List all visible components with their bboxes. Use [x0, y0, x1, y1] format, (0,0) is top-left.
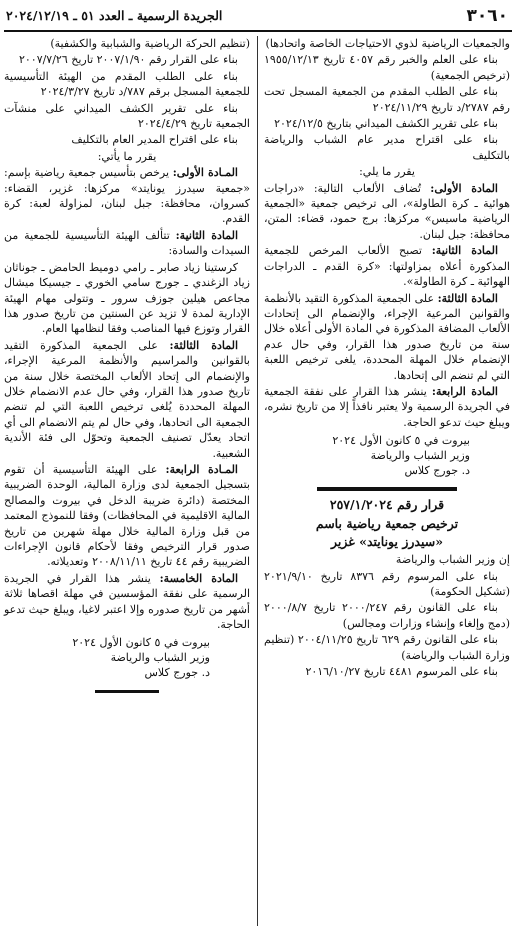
article-text: ينشر هذا القرار على نفقة الجمعية في الجريدة الرسمية ولا يعتبر نافذاً إلا من تاريخ نشره، ويبلغ حيث تدعو الحاجة.	[264, 384, 510, 429]
article-text: يرخص بتأسيس جمعية رياضية بإسم: «جمعية سيدرز يونايتد» مركزها: غزير، القضاء: كسروان، محافظة: جبل لبنان، لمزاولة لعبة: كرة القدم.	[4, 166, 250, 226]
article	[4, 338, 250, 461]
paragraph: بناء على اقتراح مدير عام الشباب والرياضة بالتكليف	[264, 133, 510, 162]
paragraph: يقرر ما يلي:	[359, 165, 415, 179]
right-column	[264, 36, 510, 680]
decree-subtitle	[264, 515, 510, 551]
article-text: تصبح الألعاب المرخص للجمعية المذكورة أعلاه بمزاولتها: «كرة القدم ـ الدراجات الهوائية ـ كرة الطاولة».	[264, 244, 510, 289]
left-signature	[4, 635, 250, 680]
article-text: كرستينا زياد صابر ـ رامي دوميط الحامض ـ جوناثان زياد الزغندي ـ جورج سامي الخوري ـ جيسيكا ميشال مجاعص هيلين جوزف سرور ـ وتتولى مهام الهيئة الإدارية لمدة لا تزيد عن السنتين من تاريخ صدور هذا القرار وتوزع فيها المناصب وفقا لنظامها العام.	[4, 260, 250, 336]
column-divider	[257, 36, 258, 926]
header-rule	[4, 30, 512, 32]
article-text: على الهيئة التأسيسية أن تقوم بتسجيل الجمعية لدى وزارة المالية، الوحدة الضريبية المختصة (دائرة ضريبة الدخل في بيروت والمصالح المالية الاقليمية في المحافظات) وفقا للنموذج المعتمد من قبل وزارة المالية خلال مهلة شهرين من تاريخ صدور قرار الترخيص وفقا لأحكام قانون الإجراءات الضريبية رقم ٤٤ تاريخ ٢٠٠٨/١١/١١ وتعديلاته.	[4, 462, 250, 569]
paragraph: والجمعيات الرياضية لذوي الاحتياجات الخاصة واتحادها)	[265, 37, 510, 50]
article	[4, 165, 250, 227]
article-text: ينشر هذا القرار في الجريدة الرسمية على نفقة المؤسسين في مهلة اقصاها ثلاثة أشهر من تاريخ صدوره وإلا اعتبر لاغيا، ويبلغ حيث تدعو الحاجة.	[4, 571, 250, 632]
article-label: المادة الثانية:	[175, 228, 239, 242]
article	[264, 384, 510, 430]
decree-subtitle-line2: «سيدرز يونايتد» غزير	[330, 534, 444, 550]
paragraph: بناء على المرسوم ٤٤٨١ تاريخ ٢٠١٦/١٠/٢٧	[305, 665, 498, 678]
left-intro	[4, 36, 250, 164]
signature-role: وزير الشباب والرياضة	[370, 449, 470, 463]
article	[4, 228, 250, 259]
paragraph: بناء على الطلب المقدم من الجمعية المسجل تحت رقم ٢٧٨٧/د تاريخ ٢٠٢٤/١١/٢٩	[264, 85, 510, 114]
left-articles	[4, 165, 250, 632]
article-label: المادة الثانية:	[431, 244, 498, 258]
article-label: المـادة الرابعة:	[165, 462, 238, 476]
right-intro	[264, 36, 510, 180]
article	[264, 291, 510, 383]
article-label: المادة الخامسة:	[159, 571, 239, 585]
section-separator	[264, 484, 510, 494]
article	[4, 571, 250, 633]
article-text: على الجمعية المذكورة التقيد بالأنظمة والقوانين المرعية الإجراء، والإنضمام الى إتحادات الألعاب المضافة المذكورة في المادة الأولى أعلاه خلال سنة من تاريخ صدور هذا القرار، وفي حال عدم الإنضمام خلال المهلة المحددة، يلغى ترخيص اللعبة التي لم تنضم الى إتحادها.	[264, 291, 510, 382]
decree-preamble	[264, 552, 510, 679]
paragraph: بناء على تقرير الكشف الميداني بتاريخ ٢٠٢٤/١٢/٥	[274, 117, 498, 131]
paragraph: بناء على الطلب المقدم من الهيئة التأسيسية للجمعية المسجل برقم ٧٨٧/د تاريخ ٢٠٢٤/٣/٢٧	[4, 69, 250, 99]
paragraph: بناء على العلم والخبر رقم ٤٠٥٧ تاريخ ١٩٥٥/١٢/١٣ (ترخيص الجمعية)	[264, 53, 510, 82]
end-separator	[4, 690, 250, 693]
paragraph: إن وزير الشباب والرياضة	[395, 553, 510, 567]
left-column	[4, 36, 250, 693]
article-label: المادة الرابعة:	[431, 384, 498, 398]
signature-date: بيروت في ٥ كانون الأول ٢٠٢٤	[72, 636, 210, 650]
article	[4, 260, 250, 337]
page-header	[0, 0, 516, 34]
article-text: على الجمعية المذكورة التقيد بالقوانين والمراسيم والأنظمة المرعية الإجراء، والإنضمام الى إتحاد الألعاب المختصة خلال سنة من تاريخ صدور هذا القرار، وفي حال عدم الانضمام خلال المهلة المحددة يُلغى ترخيص اللعبة التي لم تنضم الجمعية الى اتحادها، وفي حال لم يتم الانضمام الى أي اتحاد يعدّل تصنيف الجمعية وتحوّل الى فئة الأندية الشعبية.	[4, 338, 250, 460]
paragraph: بناء على القانون رقم ٢٠٠٠/٢٤٧ تاريخ ٢٠٠٠/٨/٧ (دمج وإلغاء وإنشاء وزارات ومجالس)	[264, 601, 510, 630]
paragraph: بناء على اقتراح المدير العام بالتكليف	[71, 133, 238, 147]
article	[264, 243, 510, 289]
article-label: المادة الأولى:	[430, 181, 498, 195]
article-text: تتألف الهيئة التأسيسية للجمعية من السيدات والسادة:	[4, 228, 250, 258]
paragraph: بناء على تقرير الكشف الميداني على منشآت الجمعية تاريخ ٢٠٢٤/٤/٢٩	[4, 101, 250, 131]
paragraph: بناء على القانون رقم ٦٢٩ تاريخ ٢٠٠٤/١١/٢٥ (تنظيم وزارة الشباب والرياضة)	[264, 633, 510, 662]
paragraph: يقرر ما يأتي:	[97, 149, 157, 163]
signature-name: د. جورج كلاس	[404, 464, 470, 478]
paragraph: بناء على المرسوم رقم ٨٣٧٦ تاريخ ٢٠٢١/٩/١٠ (تشكيل الحكومة)	[264, 569, 510, 598]
gazette-issue-title: الجريدة الرسمية ـ العدد ٥١ ـ ٢٠٢٤/١٢/١٩	[6, 8, 223, 23]
article	[264, 181, 510, 243]
article-text: تُضاف الألعاب التالية: «دراجات هوائية ـ كرة الطاولة»، الى ترخيص جمعية «الجمعية الرياضية ماسيس» مركزها: برج حمود، قضاء: المتن، محافظة: جبل لبنان.	[264, 181, 510, 241]
right-signature	[264, 433, 510, 478]
article-label: المـادة الأولى:	[172, 166, 238, 180]
signature-name: د. جورج كلاس	[144, 666, 210, 680]
paragraph: (تنظيم الحركة الرياضية والشبابية والكشفية)	[50, 37, 250, 50]
article-label: المادة الثالثة:	[169, 338, 239, 352]
signature-role: وزير الشباب والرياضة	[110, 651, 210, 665]
decree-title: قرار رقم ٢٥٧/١/٢٠٢٤	[329, 497, 445, 513]
article	[4, 462, 250, 570]
signature-date: بيروت في ٥ كانون الأول ٢٠٢٤	[332, 434, 470, 448]
page-number: ٣٠٦٠	[466, 6, 508, 26]
decree-subtitle-line1: ترخيص جمعية رياضية باسم	[315, 516, 459, 532]
right-articles	[264, 181, 510, 431]
paragraph: بناء على القرار رقم ٢٠٠٧/١/٩٠ تاريخ ٢٠٠٧/٧/٢٦	[18, 53, 238, 67]
article-label: المادة الثالثة:	[437, 291, 498, 305]
